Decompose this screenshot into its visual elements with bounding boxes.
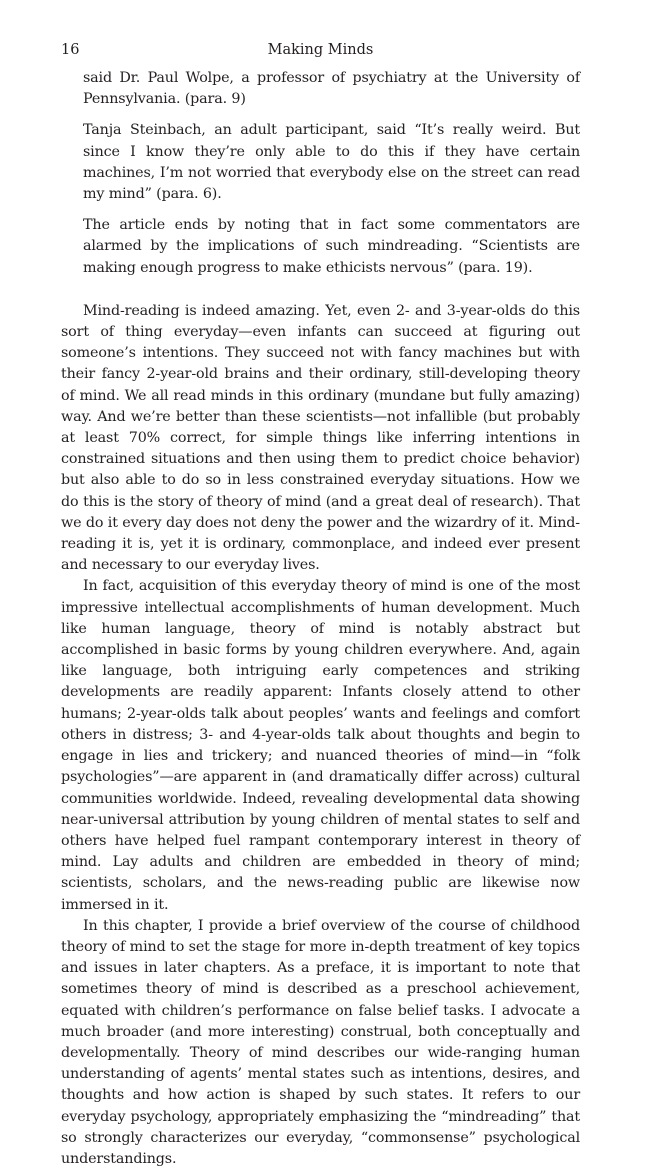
quote-paragraph: said Dr. Paul Wolpe, a professor of psychiatry at the University of Pennsylvania. (para. 9) [83,70,580,108]
body-paragraph: Mind-reading is indeed amazing. Yet, even 2- and 3-year-olds do this sort of thing everyday—even infants can succeed at figuring out someone’s intentions. They succeed not with fancy machines but with their fancy 2-year-old brains and their ordinary, still-developing theory of mind. We all read minds in this ordinary (mundane but fully amazing) way. And we’re better than these scientists—not infallible (but probably at least 70% correct, for simple things like inferring intentions in constrained situations and then using them to predict choice behavior) but also able to do so in less constrained everyday situations. How we do this is the story of theory of mind (and a great deal of research). That we do it every day does not deny the power and the wizardry of it. Mind-reading it is, yet it is ordinary, commonplace, and indeed ever present and necessary to our everyday lives. [61,302,580,574]
page-header [61,42,580,64]
quote-paragraph: Tanja Steinbach, an adult participant, said “It’s really weird. But since I know they’re only able to do this if they have certain machines, I’m not worried that everybody else on the street can read my mind” (para. 6). [83,122,580,203]
body-paragraph: In fact, acquisition of this everyday theory of mind is one of the most impressive intellectual accomplishments of human development. Much like human language, theory of mind is notably abstract but accomplished in basic forms by young children everywhere. And, again like language, both intriguing early competences and striking developments are readily apparent: Infants closely attend to other humans; 2-year-olds talk about peoples’ wants and feelings and comfort others in distress; 3- and 4-year-olds talk about thoughts and begin to engage in lies and trickery; and nuanced theories of mind—in “folk psychologies”—are apparent in (and dramatically differ across) cultural communities worldwide. Indeed, revealing developmental data showing near-universal attribution by young children of mental states to self and others have helped fuel rampant contemporary interest in theory of mind. Lay adults and children are embedded in theory of mind; scientists, scholars, and the news-reading public are likewise now immersed in it. [61,578,580,913]
quote-paragraph: The article ends by noting that in fact some commentators are alarmed by the implications of such mindreading. “Scientists are making enough progress to make ethicists nervous” (para. 19). [83,217,580,276]
body-paragraph: In this chapter, I provide a brief overview of the course of childhood theory of mind to set the stage for more in-depth treatment of key topics and issues in later chapters. As a preface, it is important to note that sometimes theory of mind is described as a preschool achievement, equated with children’s performance on false belief tasks. I advocate a much broader (and more interesting) construal, both conceptually and developmentally. Theory of mind describes our wide-ranging human understanding of agents’ mental states such as intentions, desires, and thoughts and how action is shaped by such states. It refers to our everyday psychology, appropriately emphasizing the “mindreading” that so strongly characterizes our everyday, “commonsense” psychological understandings. [61,917,580,1167]
block-quote [61,68,580,279]
page-number: 16 [61,42,80,58]
body-text [61,68,580,1170]
running-head: Making Minds [267,42,374,58]
section-gap [61,279,580,301]
